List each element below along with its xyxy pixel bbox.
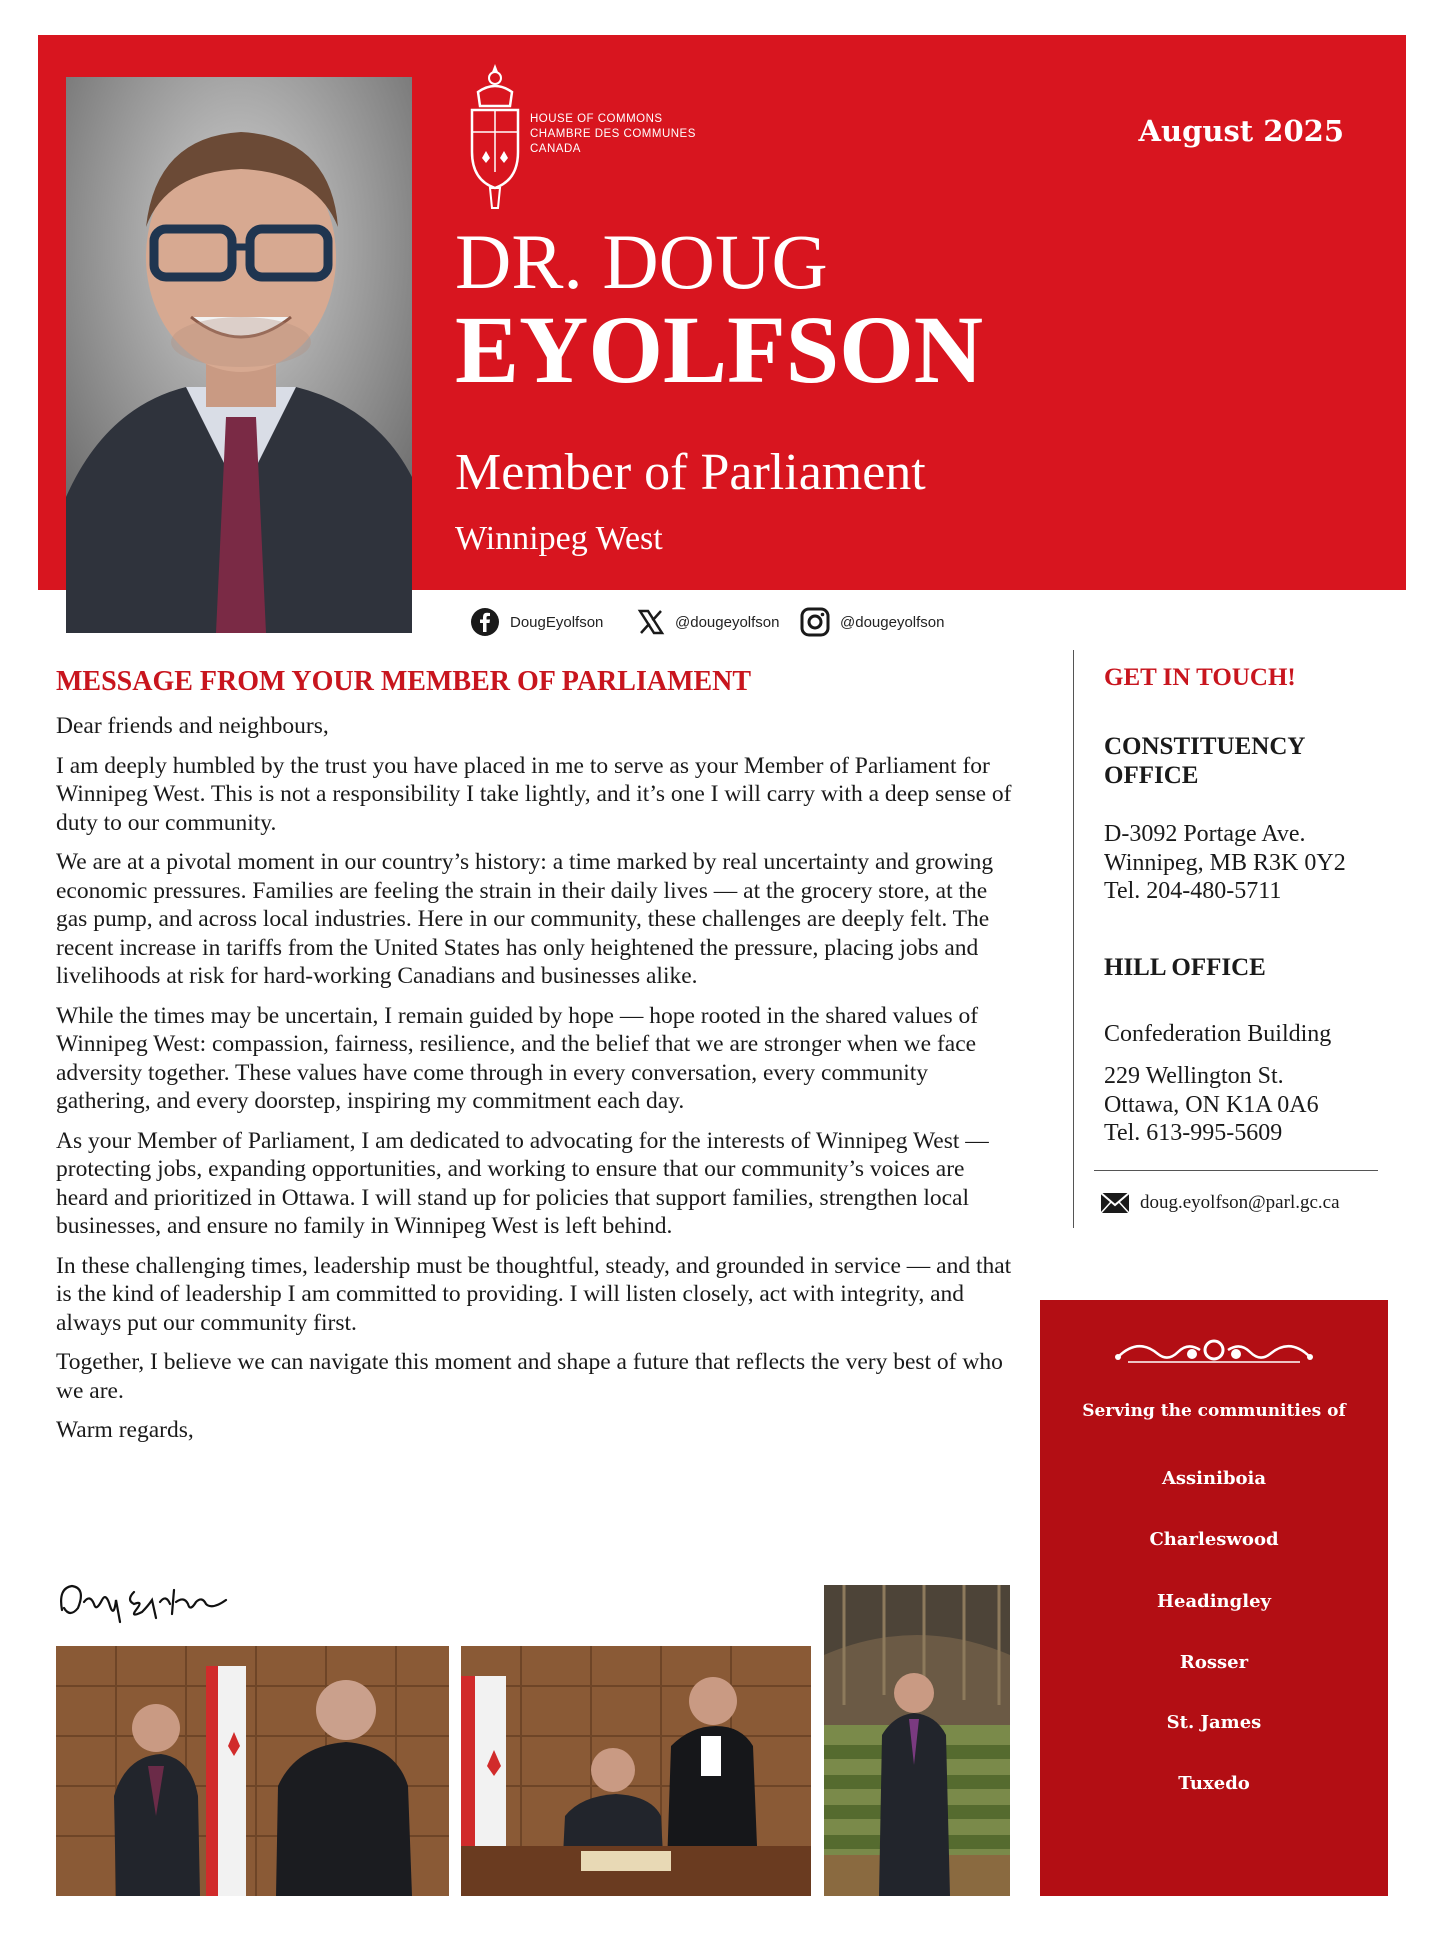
letter-closing: Warm regards,	[56, 1417, 194, 1443]
mp-riding: Winnipeg West	[455, 520, 663, 557]
constituency-office-address	[1104, 820, 1346, 906]
letter-body	[56, 712, 1016, 1456]
contact-divider	[1094, 1170, 1378, 1171]
community-item: St. James	[1166, 1712, 1262, 1733]
address-line: D-3092 Portage Ave.	[1104, 821, 1306, 847]
social-instagram[interactable]	[800, 605, 944, 639]
address-line: Winnipeg, MB R3K 0Y2	[1104, 849, 1346, 876]
ornament-icon	[1108, 1332, 1320, 1372]
email-link[interactable]	[1100, 1192, 1340, 1214]
envelope-icon	[1100, 1192, 1130, 1214]
x-icon	[637, 608, 665, 636]
contact-heading: GET IN TOUCH!	[1104, 664, 1296, 691]
mp-name-prefix: DR. DOUG	[455, 218, 828, 305]
logo-line-2: CHAMBRE DES COMMUNES	[530, 128, 696, 140]
house-of-commons-logo	[460, 62, 720, 212]
logo-line-1: HOUSE OF COMMONS	[530, 113, 663, 125]
letter-paragraph: As your Member of Parliament, I am dedicated to advocating for the interests of Winnipeg West — protecting jobs, expanding opportunities, and working to ensure that our community’s voices are heard and prioritized in Ottawa. I will stand up for policies that support families, strengthen local businesses, and ensure no family in Winnipeg West is left behind.	[56, 1127, 989, 1239]
instagram-handle: @dougeyolfson	[840, 613, 945, 631]
crest-icon	[460, 62, 530, 212]
instagram-icon	[800, 607, 830, 637]
mp-name-surname: EYOLFSON	[455, 296, 984, 403]
letter-paragraph: Together, I believe we can navigate this moment and shape a future that reflects the very best of who we are.	[56, 1349, 1003, 1404]
letter-paragraph: In these challenging times, leadership must be thoughtful, steady, and grounded in service — and that is the kind of leadership I am committed to providing. I will listen closely, act with integrity, and always put our community first.	[56, 1252, 1012, 1336]
hill-office-address	[1104, 1062, 1319, 1148]
column-divider	[1073, 650, 1074, 1228]
hill-office-title: HILL OFFICE	[1104, 954, 1266, 981]
message-title: MESSAGE FROM YOUR MEMBER OF PARLIAMENT	[56, 666, 752, 697]
serving-title: Serving the communities of	[1082, 1401, 1346, 1421]
letter-paragraph: While the times may be uncertain, I remain guided by hope — hope rooted in the shared values of Winnipeg West: compassion, fairness, resilience, and the belief that we are stronger when we face adversity together. These values have come through in every conversation, every community gathering, and every doorstep, inspiring my commitment each day.	[56, 1002, 979, 1114]
serving-communities-panel	[1040, 1300, 1388, 1896]
letter-paragraph: We are at a pivotal moment in our country’s history: a time marked by real uncertainty and growing economic pressures. Families are feeling the strain in their daily lives — at the grocery store, at the gas pump, and across local industries. Here in our community, these challenges are deeply felt. The recent increase in tariffs from the United States has only heightened the pressure, placing jobs and livelihoods at risk for hard-working Canadians and businesses alike.	[56, 849, 994, 989]
email-address: doug.eyolfson@parl.gc.ca	[1140, 1192, 1340, 1213]
phone-line: Tel. 204-480-5711	[1104, 878, 1282, 904]
photo-signing-register	[461, 1646, 811, 1896]
social-x[interactable]	[637, 605, 779, 639]
community-item: Assiniboia	[1161, 1468, 1267, 1489]
logo-text	[530, 112, 696, 157]
mp-portrait-photo	[66, 77, 412, 633]
handwritten-signature	[56, 1570, 236, 1630]
address-line: Ottawa, ON K1A 0A6	[1104, 1091, 1319, 1118]
mp-role: Member of Parliament	[455, 444, 926, 501]
community-item: Rosser	[1179, 1652, 1249, 1673]
community-item: Charleswood	[1149, 1529, 1279, 1550]
photo-house-chamber	[824, 1585, 1010, 1896]
logo-line-3: CANADA	[530, 143, 581, 155]
phone-line: Tel. 613-995-5609	[1104, 1120, 1283, 1146]
x-handle: @dougeyolfson	[675, 613, 780, 631]
address-line: 229 Wellington St.	[1104, 1063, 1284, 1089]
hill-office-building: Confederation Building	[1104, 1021, 1332, 1047]
constituency-office-title: CONSTITUENCY OFFICE	[1104, 733, 1305, 789]
social-facebook[interactable]	[470, 605, 603, 639]
photo-swearing-in	[56, 1646, 449, 1896]
community-item: Headingley	[1157, 1591, 1271, 1612]
letter-paragraph: I am deeply humbled by the trust you have placed in me to serve as your Member of Parliament for Winnipeg West. This is not a responsibility I take lightly, and it’s one I will carry with a deep sense of duty to our community.	[56, 752, 1012, 836]
issue-date: August 2025	[1138, 114, 1344, 148]
facebook-icon	[470, 607, 500, 637]
community-item: Tuxedo	[1178, 1773, 1250, 1794]
letter-greeting: Dear friends and neighbours,	[56, 713, 329, 739]
facebook-handle: DougEyolfson	[510, 613, 604, 631]
